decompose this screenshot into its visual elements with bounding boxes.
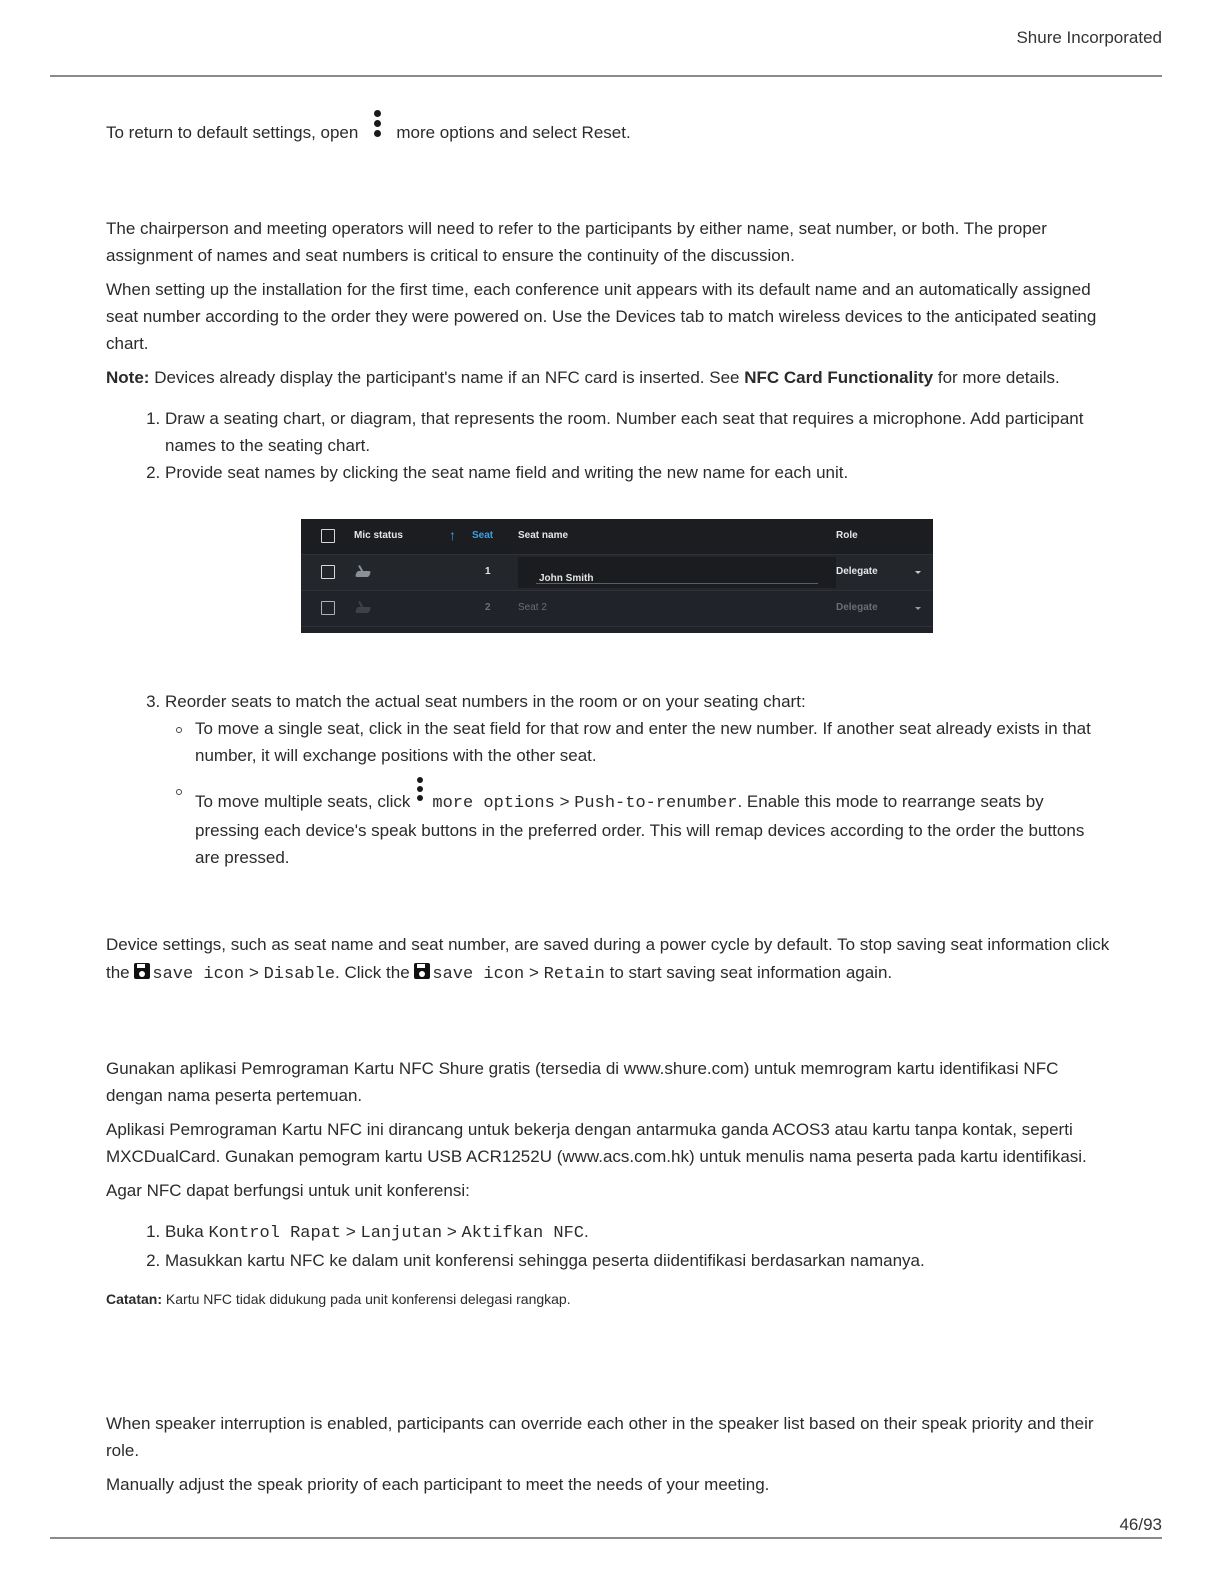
step-1: 1. Draw a seating chart, or diagram, that represents the room. Number each seat that requires a microphone. Add participant names to the seating chart. (165, 405, 1112, 459)
chevron-down-icon[interactable] (915, 571, 921, 574)
step-3-text: Reorder seats to match the actual seat numbers in the room or on your seating chart: (165, 692, 806, 711)
more-options-code: more options (432, 794, 555, 813)
save-text-c: to start saving seat information again. (609, 963, 893, 982)
microphone-icon (356, 565, 372, 579)
table-header (301, 519, 933, 555)
seat-name-value[interactable]: Seat 2 (518, 602, 547, 613)
save-icon (134, 963, 150, 979)
save-paragraph (106, 931, 1112, 989)
note-end: for more details. (937, 368, 1060, 387)
select-all-checkbox[interactable] (321, 529, 335, 543)
seat-number[interactable]: 1 (485, 566, 491, 577)
role-select[interactable]: Delegate (836, 566, 878, 577)
save-text-b: . Click the (335, 963, 410, 982)
retain-code: Retain (543, 965, 605, 984)
catatan-text: Kartu NFC tidak didukung pada unit konferensi delegasi rangkap. (165, 1291, 571, 1307)
sort-arrow-icon[interactable]: ↑ (449, 527, 456, 543)
row-checkbox[interactable] (321, 601, 335, 615)
seating-steps (106, 405, 1112, 486)
save-icon-code: save icon (152, 965, 245, 984)
nfc-note (106, 1286, 1112, 1313)
nfc-intro: Gunakan aplikasi Pemrograman Kartu NFC Shure gratis (tersedia di www.shure.com) untuk memrogram kartu identifikasi NFC dengan nama peserta pertemuan. (106, 1059, 1059, 1105)
reset-text-before: To return to default settings, open (106, 123, 359, 142)
nfc-step1-a: Buka (165, 1222, 204, 1241)
sub2-text-a: To move multiple seats, click (195, 792, 411, 811)
nfc-step-2: 2. Masukkan kartu NFC ke dalam unit konferensi sehingga peserta diidentifikasi berdasarkan namanya. (165, 1247, 1112, 1274)
single-seat-option: To move a single seat, click in the seat field for that row and enter the new number. If another seat already exists in that number, it will exchange positions with the other seat. (195, 715, 1112, 769)
role-select[interactable]: Delegate (836, 602, 878, 613)
footer-rule (50, 1537, 1162, 1539)
reorder-steps (106, 688, 1112, 871)
seating-section (106, 215, 1112, 486)
more-options-icon (370, 110, 384, 144)
nfc-steps (106, 1218, 1112, 1274)
reorder-section (106, 688, 1112, 879)
interrupt-section (106, 1410, 1112, 1505)
sub2-sep: > (559, 792, 570, 811)
nfc-link[interactable]: NFC Card Functionality (744, 368, 934, 387)
reset-paragraph (106, 110, 1112, 146)
table-row (301, 555, 933, 591)
note-label: Note: (106, 368, 150, 387)
aktifkan-nfc-code: Aktifkan NFC (461, 1224, 584, 1243)
more-options-icon (414, 777, 426, 807)
nfc-sep-1: > (345, 1222, 356, 1241)
nfc-section (106, 1055, 1112, 1320)
disable-code: Disable (263, 965, 336, 984)
microphone-icon (356, 601, 372, 615)
kontrol-rapat-code: Kontrol Rapat (208, 1224, 342, 1243)
catatan-label: Catatan: (106, 1291, 163, 1307)
lanjutan-code: Lanjutan (360, 1224, 443, 1243)
col-seat[interactable]: Seat (472, 530, 494, 541)
save-icon-code-2: save icon (432, 965, 525, 984)
chevron-down-icon[interactable] (915, 607, 921, 610)
nfc-step1-end: . (583, 1222, 589, 1241)
step-3 (165, 688, 1112, 871)
seat-name-input[interactable] (518, 557, 836, 588)
nfc-step-1 (165, 1218, 1112, 1247)
col-mic-status[interactable]: Mic status (354, 530, 403, 541)
save-icon (414, 963, 430, 979)
seat-table-screenshot (301, 519, 933, 633)
table-row (301, 591, 933, 627)
page-number: 46/93 (1119, 1515, 1162, 1534)
interrupt-p2: Manually adjust the speak priority of each participant to meet the needs of your meeting. (106, 1475, 770, 1494)
col-seat-name[interactable]: Seat name (518, 530, 569, 541)
nfc-sep-2: > (446, 1222, 457, 1241)
reorder-options (165, 715, 1112, 871)
note-text: Devices already display the participant's name if an NFC card is inserted. See (154, 368, 740, 387)
seat-number[interactable]: 2 (485, 602, 491, 613)
header-company: Shure Incorporated (1016, 28, 1162, 47)
save-sep-2: > (528, 963, 539, 982)
seating-note (106, 364, 1112, 391)
seating-intro: The chairperson and meeting operators will need to refer to the participants by either name, seat number, or both. The proper assignment of names and seat numbers is critical to ensure the continuity of the discussion. (106, 219, 1047, 265)
save-text-a: Device settings, such as seat name and seat number, are saved during a power cycle by default. To stop saving seat information click the (106, 935, 1110, 982)
header-rule (50, 75, 1162, 77)
interrupt-p1: When speaker interruption is enabled, participants can override each other in the speaker list based on their speak priority and their role. (106, 1414, 1094, 1460)
seat-name-value: John Smith (539, 573, 594, 584)
sub2-text-b: . Enable this mode to rearrange seats by pressing each device's speak buttons in the preferred order. This will remap devices according to the order the buttons are pressed. (195, 792, 1085, 867)
nfc-app: Aplikasi Pemrograman Kartu NFC ini dirancang untuk bekerja dengan antarmuka ganda ACOS3 atau kartu tanpa kontak, seperti MXCDualCard. Gunakan pemogram kartu USB ACR1252U (www.acs.com.hk) untuk menulis nama peserta pada kartu identifikasi. (106, 1120, 1087, 1166)
multiple-seat-option (195, 777, 1112, 871)
reset-text-after: more options and select Reset. (396, 123, 631, 142)
row-checkbox[interactable] (321, 565, 335, 579)
save-sep: > (248, 963, 259, 982)
col-role[interactable]: Role (836, 530, 858, 541)
nfc-enable: Agar NFC dapat berfungsi untuk unit konferensi: (106, 1181, 470, 1200)
seating-setup: When setting up the installation for the first time, each conference unit appears with its default name and an automatically assigned seat number according to the order they were powered on. Use the Devices tab to match wireless devices to the anticipated seating chart. (106, 280, 1097, 353)
step-2: 2. Provide seat names by clicking the seat name field and writing the new name for each unit. (165, 459, 1112, 486)
push-to-renumber-code: Push-to-renumber (574, 794, 738, 813)
